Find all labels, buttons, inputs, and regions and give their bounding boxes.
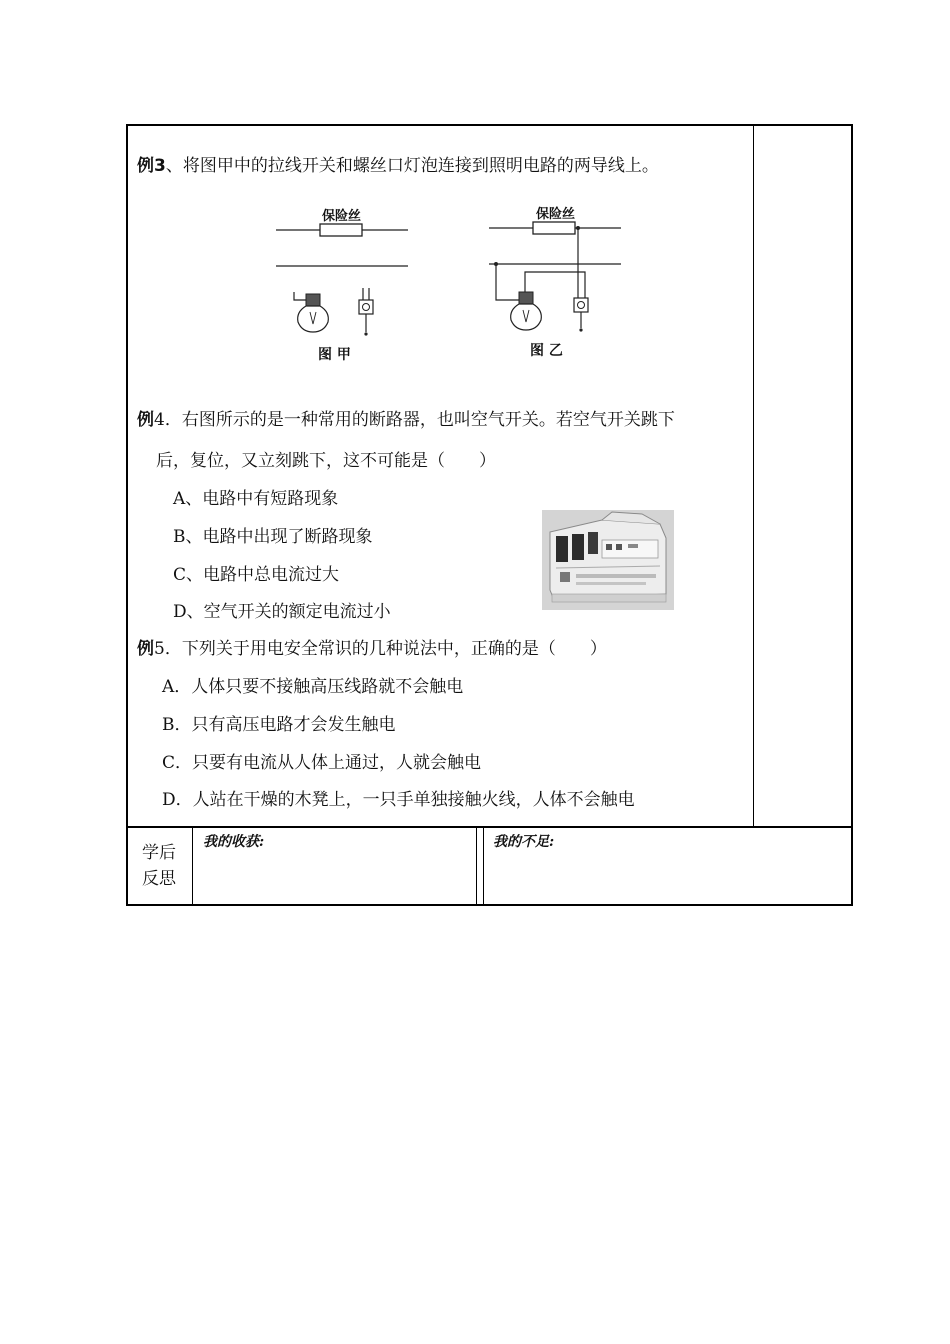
table-mid-border	[126, 826, 853, 828]
example4-option-c: C、电路中总电流过大	[173, 565, 340, 585]
example4-option-b: B、电路中出现了断路现象	[173, 527, 373, 547]
example4-text-line1: 4．右图所示的是一种常用的断路器，也叫空气开关。若空气开关跳下	[154, 410, 675, 430]
pull-switch-icon	[359, 288, 373, 336]
table-top-border	[126, 124, 853, 126]
reflection-side-label	[134, 840, 184, 892]
figure-a-caption: 图 甲	[318, 347, 351, 363]
example5-option-b: B．只有高压电路才会发生触电	[162, 715, 396, 735]
table-right-border	[851, 124, 853, 906]
reflection-side-label-line1: 学后	[142, 843, 176, 863]
lamp-icon	[511, 292, 542, 330]
pull-switch-icon	[574, 298, 588, 332]
example3-label: 例3	[137, 156, 166, 176]
example4-line2: 后，复位，又立刻跳下，这不可能是（ ）	[156, 451, 496, 471]
example5-option-a: A．人体只要不接触高压线路就不会触电	[162, 677, 464, 697]
reflection-col-divider-2	[483, 826, 484, 904]
table-bottom-border	[126, 904, 853, 906]
lamp-icon	[294, 292, 328, 332]
reflection-side-label-line2: 反思	[142, 869, 176, 889]
my-shortcomings-heading: 我的不足:	[493, 834, 555, 850]
example3-text: 、将图甲中的拉线开关和螺丝口灯泡连接到照明电路的两导线上。	[165, 156, 659, 176]
example5-text: 5．下列关于用电安全常识的几种说法中，正确的是（ ）	[154, 639, 607, 659]
figure-b-fuse-label: 保险丝	[536, 207, 576, 222]
table-inner-right-border	[753, 124, 754, 826]
example5-option-d: D．人站在干燥的木凳上，一只手单独接触火线，人体不会触电	[162, 790, 635, 810]
figure-a-fuse-label: 保险丝	[322, 209, 362, 224]
example3-question	[137, 155, 659, 177]
table-left-border	[126, 124, 128, 906]
example4-option-d: D、空气开关的额定电流过小	[173, 602, 391, 622]
example5-question	[137, 638, 607, 660]
example4-label: 例	[137, 410, 154, 430]
example4-option-a: A、电路中有短路现象	[173, 489, 339, 509]
figure-b-caption: 图 乙	[530, 343, 563, 359]
example5-option-c: C．只要有电流从人体上通过，人就会触电	[162, 753, 482, 773]
circuit-breaker-photo	[542, 510, 674, 610]
example4-line1	[137, 409, 675, 431]
my-gains-heading: 我的收获:	[203, 834, 265, 850]
reflection-col-divider-1	[476, 826, 477, 904]
example5-label: 例	[137, 639, 154, 659]
reflection-label-divider	[192, 826, 193, 904]
